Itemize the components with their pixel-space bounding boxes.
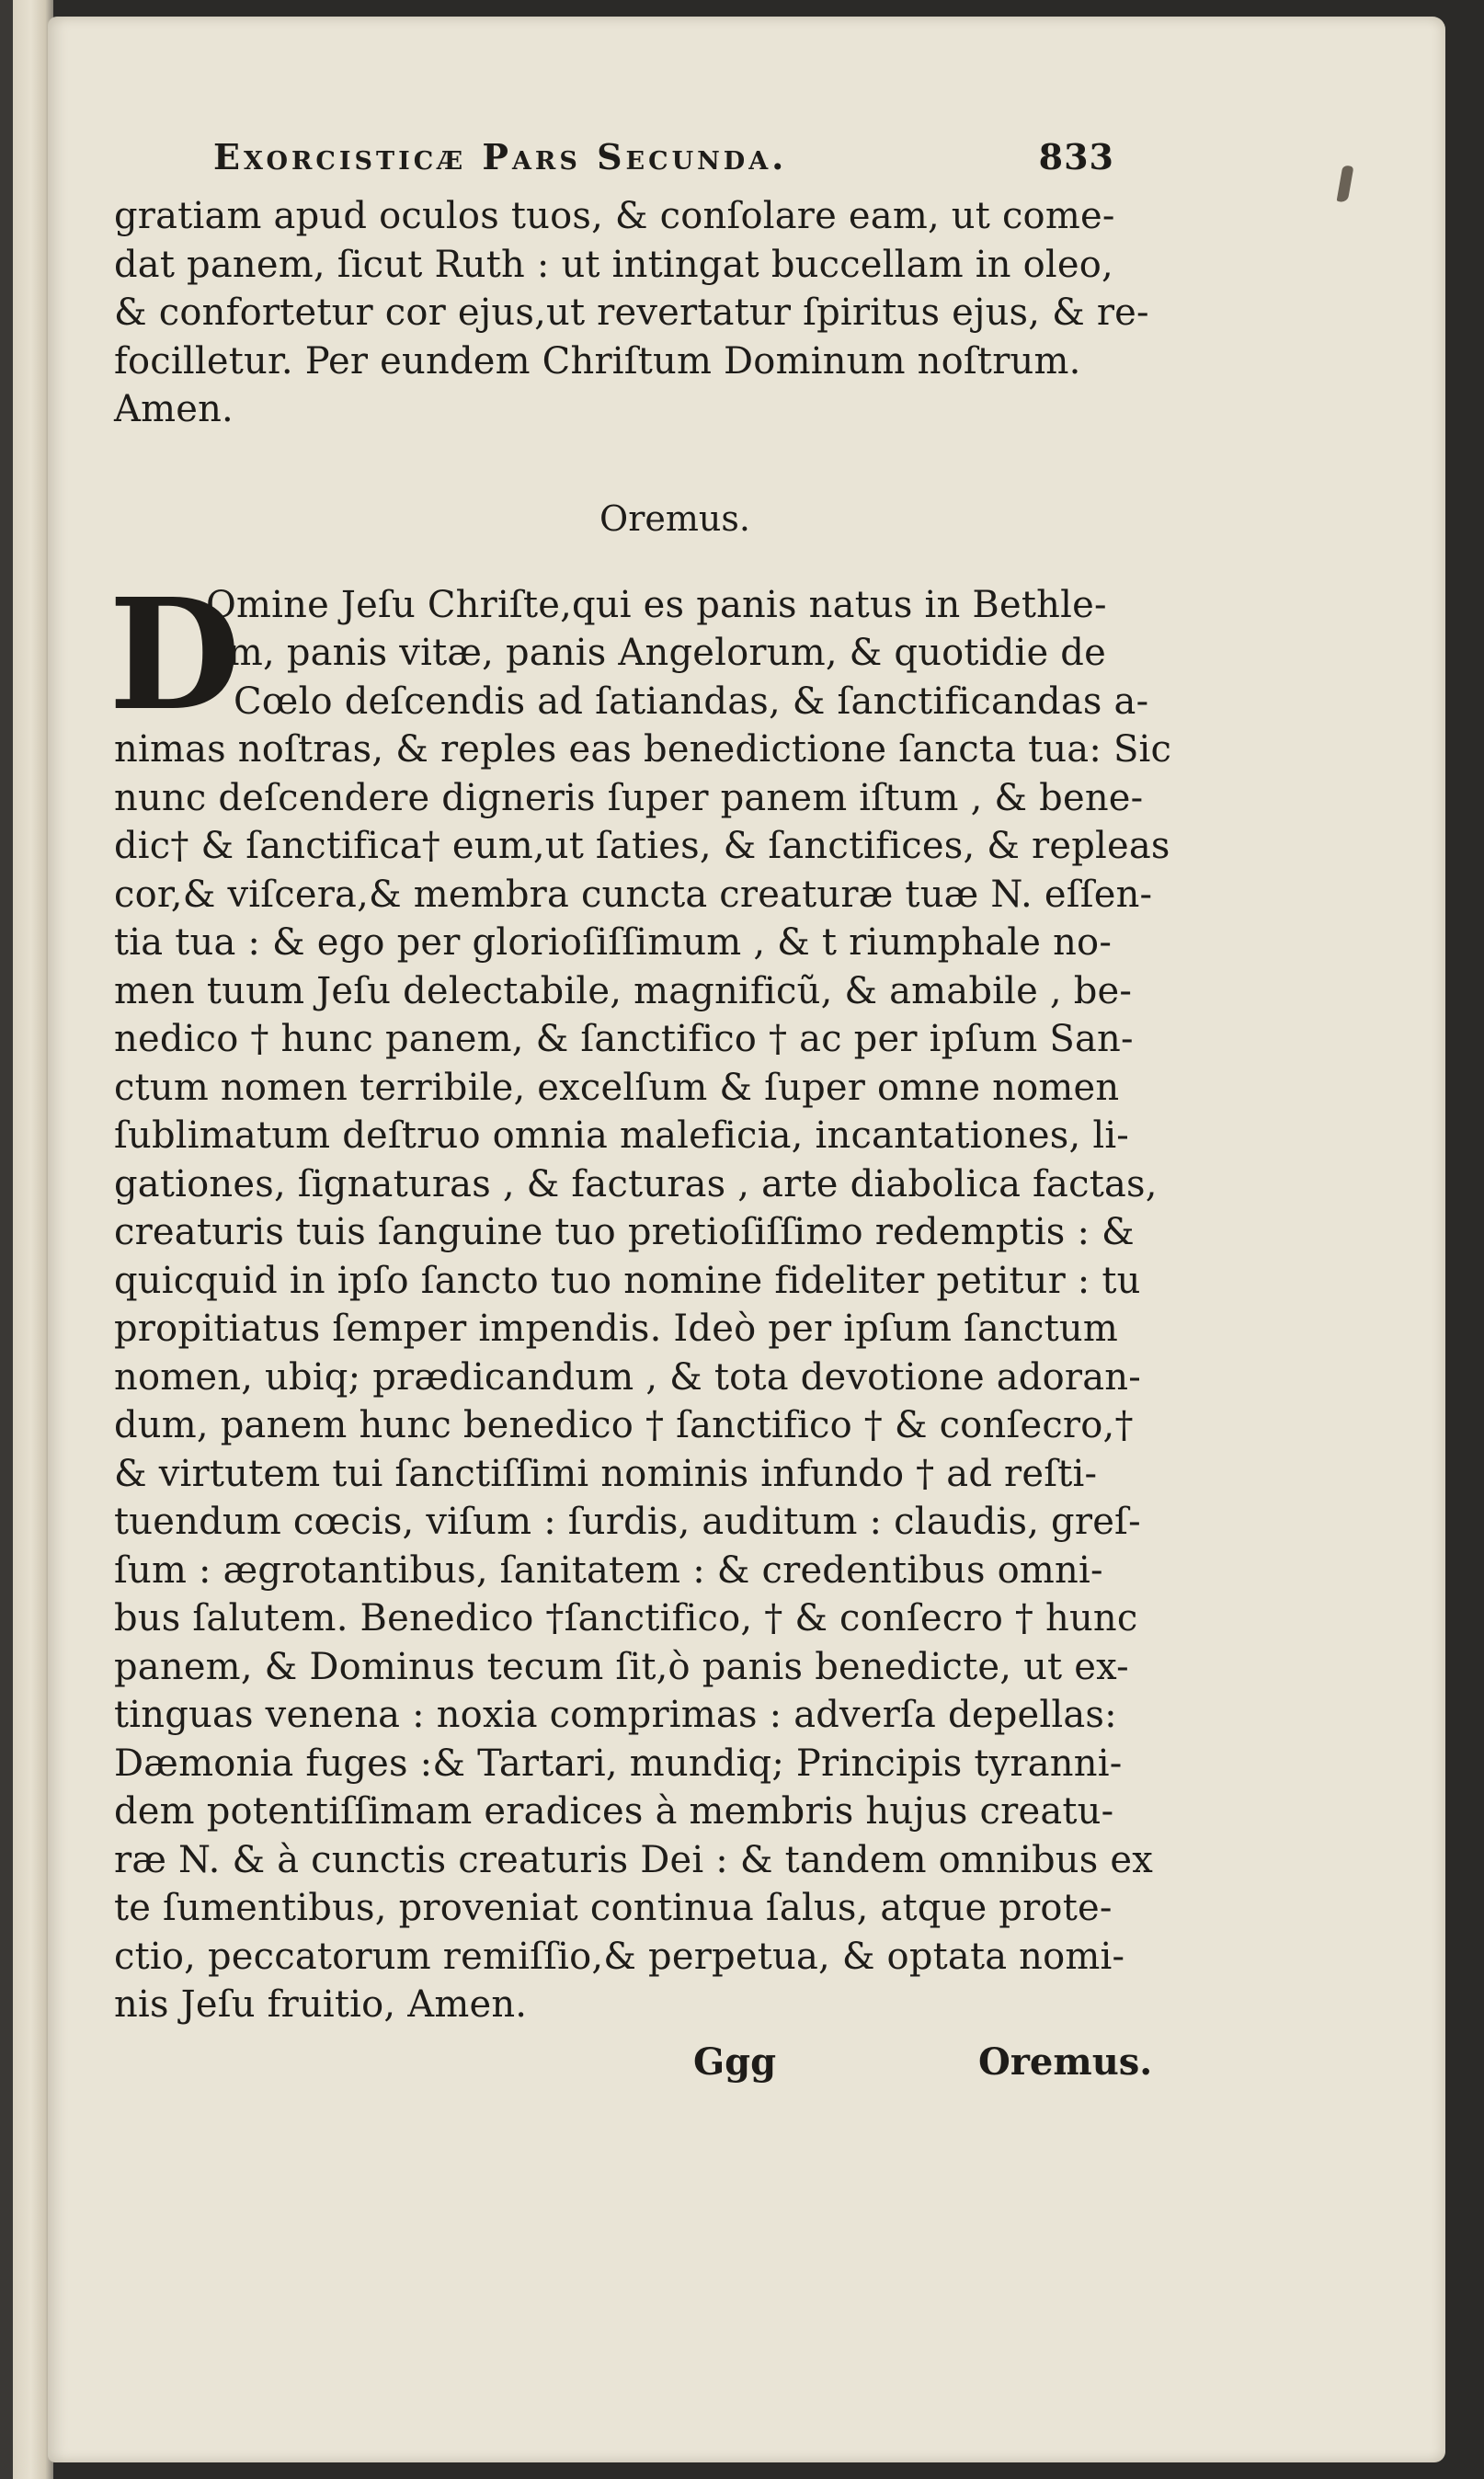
text-line: men tuum Jeſu delectabile, magnificũ, & amabile , be- bbox=[114, 969, 1133, 1012]
text-line: bus ſalutem. Benedico †ſanctifico, † & conſecro † hunc bbox=[114, 1597, 1138, 1639]
page-footer bbox=[114, 2039, 1153, 2096]
book-page bbox=[48, 17, 1445, 2462]
text-line: dat panem, ſicut Ruth : ut intingat buccellam in oleo, bbox=[114, 243, 1113, 286]
text-line: ſublimatum deſtruo omnia maleficia, incantationes, li- bbox=[114, 1114, 1130, 1157]
running-header bbox=[213, 136, 1114, 177]
text-line: nunc deſcendere digneris ſuper panem iſtum , & bene- bbox=[114, 776, 1144, 819]
text-line: propitiatus ſemper impendis. Ideò per ipſum ſanctum bbox=[114, 1308, 1119, 1350]
text-line: tinguas venena : noxia comprimas : adverſa depellas: bbox=[114, 1694, 1117, 1736]
text-line: tuendum cœcis, viſum : ſurdis, auditum : claudis, greſ- bbox=[114, 1501, 1141, 1543]
catchword: Oremus. bbox=[978, 2039, 1153, 2084]
text-line: te ſumentibus, proveniat continua ſalus, atque prote- bbox=[114, 1887, 1113, 1929]
text-line: dum, panem hunc benedico † ſanctifico † & conſecro,† bbox=[114, 1404, 1134, 1446]
page-number: 833 bbox=[1038, 136, 1114, 177]
running-title: Exorcisticæ Pars Secunda. bbox=[213, 136, 788, 177]
text-line: Omine Jeſu Chriſte,qui es panis natus in Bethle- bbox=[206, 583, 1107, 626]
text-line: nedico † hunc panem, & ſanctifico † ac per ipſum San- bbox=[114, 1018, 1134, 1060]
text-line: focilletur. Per eundem Chriſtum Dominum noſtrum. bbox=[114, 339, 1081, 383]
text-line: Amen. bbox=[114, 388, 234, 430]
prayer-paragraph bbox=[108, 565, 1172, 2029]
text-line: ctio, peccatorum remiſſio,& perpetua, & optata nomi- bbox=[114, 1935, 1125, 1978]
text-line: gationes, ſignaturas , & facturas , arte diabolica factas, bbox=[114, 1162, 1158, 1205]
text-line: panem, & Dominus tecum ſit,ò panis benedicte, ut ex- bbox=[114, 1645, 1129, 1688]
text-line: tia tua : & ego per glorioſiſſimum , & t riumphale no- bbox=[114, 921, 1113, 964]
text-block bbox=[108, 136, 1172, 2096]
drop-cap: D bbox=[108, 565, 241, 745]
text-line: nimas noſtras, & reples eas benedictione ſancta tua: Sic bbox=[114, 728, 1172, 771]
text-line: creaturis tuis ſanguine tuo pretioſiſſimo redemptis : & bbox=[114, 1211, 1135, 1253]
text-line: quicquid in ipſo ſancto tuo nomine fideliter petitur : tu bbox=[114, 1259, 1141, 1302]
text-line: ctum nomen terribile, excelſum & ſuper omne nomen bbox=[114, 1066, 1120, 1109]
text-line: em, panis vitæ, panis Angelorum, & quotidie de bbox=[206, 632, 1106, 674]
text-line: gratiam apud oculos tuos, & conſolare eam, ut come- bbox=[114, 195, 1115, 237]
section-heading: Oremus. bbox=[599, 497, 750, 539]
text-line: & confortetur cor ejus,ut revertatur ſpiritus ejus, & re- bbox=[114, 291, 1149, 334]
text-line: ræ N. & à cunctis creaturis Dei : & tandem omnibus ex bbox=[114, 1838, 1154, 1881]
text-line: cor,& viſcera,& membra cuncta creaturæ tuæ N. eſſen- bbox=[114, 873, 1153, 916]
text-line: Dæmonia fuges :& Tartari, mundiq; Principis tyranni- bbox=[114, 1742, 1123, 1785]
intro-paragraph bbox=[114, 192, 1149, 434]
ink-mark bbox=[1337, 165, 1354, 202]
text-line: nis Jeſu fruitio, Amen. bbox=[114, 1983, 528, 2026]
text-line: dem potentiſſimam eradices à membris hujus creatu- bbox=[114, 1790, 1114, 1833]
text-line: nomen, ubiq; prædicandum , & tota devotione adoran- bbox=[114, 1355, 1141, 1399]
text-line: ſum : ægrotantibus, ſanitatem : & credentibus omni- bbox=[114, 1548, 1103, 1592]
text-line: dic† & ſanctifica† eum,ut ſaties, & ſanctifices, & repleas bbox=[114, 825, 1170, 867]
text-line: Cœlo deſcendis ad ſatiandas, & ſanctificandas a- bbox=[234, 680, 1149, 723]
signature-mark: Ggg bbox=[693, 2039, 777, 2084]
text-line: & virtutem tui ſanctiſſimi nominis infundo † ad reſti- bbox=[114, 1452, 1098, 1495]
